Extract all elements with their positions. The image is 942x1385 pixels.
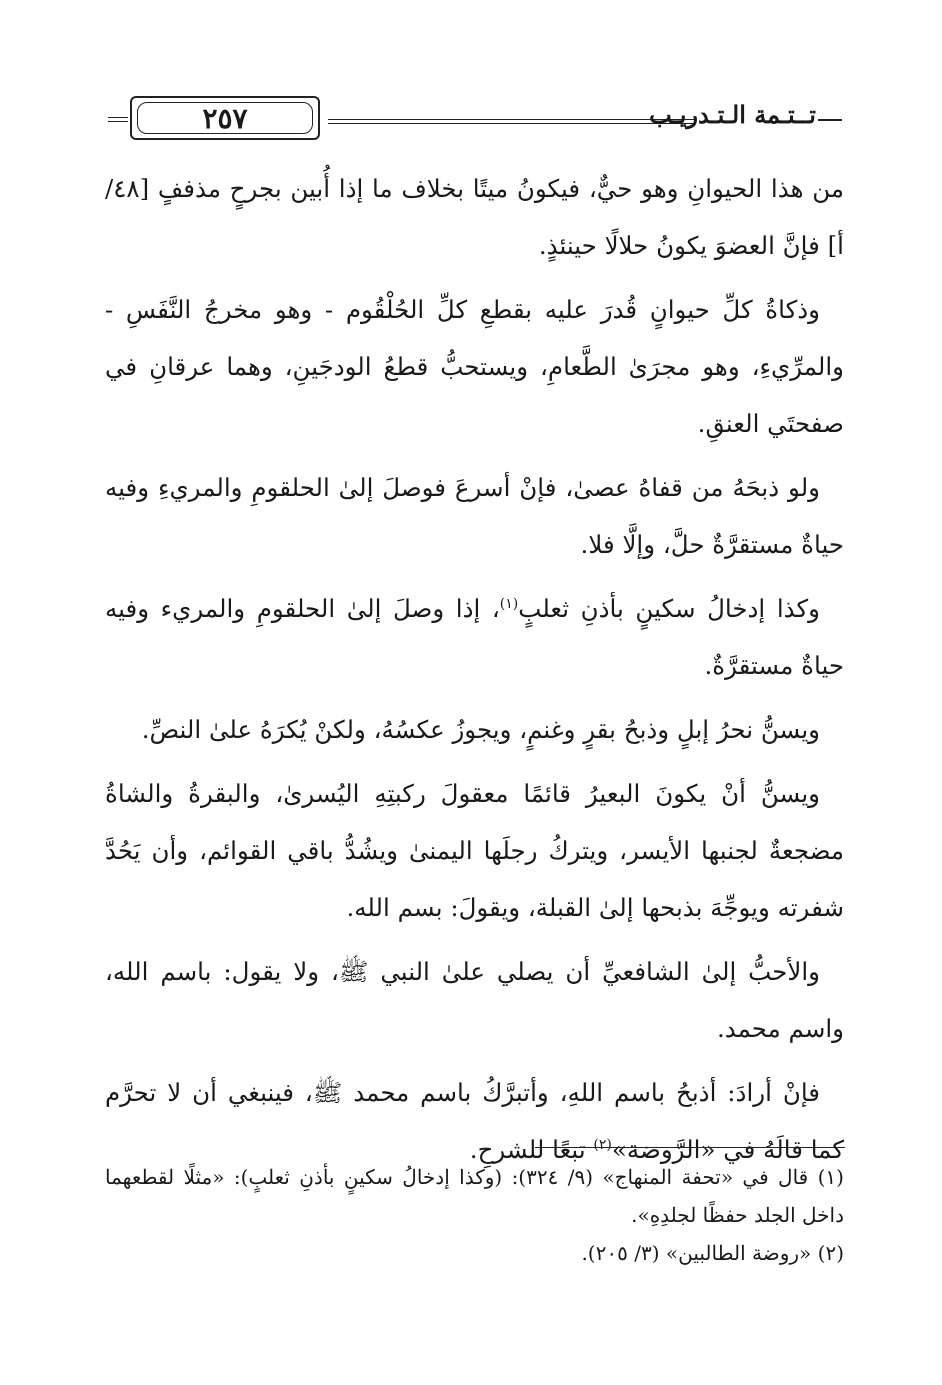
paragraph: ويسنُّ نحرُ إبلٍ وذبحُ بقرٍ وغنمٍ، ويجوزُ عكسُهُ، ولكنْ يُكرَهُ علىٰ النصِّ.	[141, 715, 820, 744]
paragraph-text: تبعًا للشرحِ.	[469, 1135, 594, 1164]
running-title: تــتـمة الـتـدريـب	[649, 100, 816, 129]
footnote: (١) قال في «تحفة المنهاج» (٩/ ٣٢٤): (وكذا إدخالُ سكينٍ بأذنِ ثعلبٍ): «مثلًا لقطعهما داخل الجلد حفظًا لجلدِهِ».	[105, 1165, 844, 1227]
page-number-frame	[130, 96, 320, 140]
paragraph-text: ، إذا وصلَ إلىٰ الحلقومِ والمريء وفيه حياةٌ مستقرَّةٌ.	[105, 594, 844, 680]
paragraph: ويسنُّ أنْ يكونَ البعيرُ قائمًا معقولَ ركبتِهِ اليُسرىٰ، والبقرةُ والشاةُ مضجعةٌ لجنبها الأيسر، ويتركُ رجلَها اليمنىٰ ويشُدُّ باقي القوائم، وأن يَحُدَّ شفرته ويوجِّهَ بذبحها إلىٰ القبلة، ويقولَ: بسم الله.	[105, 779, 844, 922]
page-header	[108, 92, 842, 142]
header-rule-left	[108, 117, 128, 118]
footnotes	[105, 1158, 844, 1272]
paragraph-text: فإنْ أرادَ: أذبحُ باسم اللهِ، وأتبرَّكُ باسم محمد ﷺ، فينبغي أن لا تحرَّم كما قالَهُ في «الرَّوضة»	[105, 1078, 844, 1164]
main-text	[105, 160, 844, 1185]
paragraph: من هذا الحيوانِ وهو حيٌّ، فيكونُ ميتًا بخلاف ما إذا أُبين بجرحٍ مذففٍ [٤٨/ أ] فإنَّ العضوَ يكونُ حلالًا حينئذٍ.	[105, 174, 844, 260]
page-number: ٢٥٧	[137, 102, 313, 134]
paragraph: وذكاةُ كلِّ حيوانٍ قُدرَ عليه بقطعِ كلِّ الحُلْقُوم - وهو مخرجُ النَّفَسِ - والمرِّيءِ، وهو مجرَىٰ الطَّعامِ، ويستحبُّ قطعُ الودجَينِ، وهما عرقانِ في صفحتَي العنقِ.	[105, 295, 844, 438]
paragraph-text: وكذا إدخالُ سكينٍ بأذنِ ثعلبٍ	[518, 594, 820, 623]
header-rule	[328, 119, 694, 120]
paragraph: ولو ذبحَهُ من قفاهُ عصىٰ، فإنْ أسرعَ فوصلَ إلىٰ الحلقومِ والمريءِ وفيه حياةٌ مستقرَّةٌ حلَّ، وإلَّا فلا.	[105, 473, 844, 559]
footnote-separator	[535, 1147, 845, 1148]
footnote-ref[interactable]: (٢)	[593, 1136, 612, 1153]
header-rule-end	[818, 119, 842, 121]
footnote-ref[interactable]: (١)	[499, 595, 519, 612]
footnote: (٢) «روضة الطالبين» (٣/ ٢٠٥).	[581, 1241, 844, 1265]
paragraph	[105, 580, 844, 694]
paragraph: والأحبُّ إلىٰ الشافعيِّ أن يصلي علىٰ النبي ﷺ، ولا يقول: باسم الله، واسم محمد.	[105, 957, 844, 1043]
